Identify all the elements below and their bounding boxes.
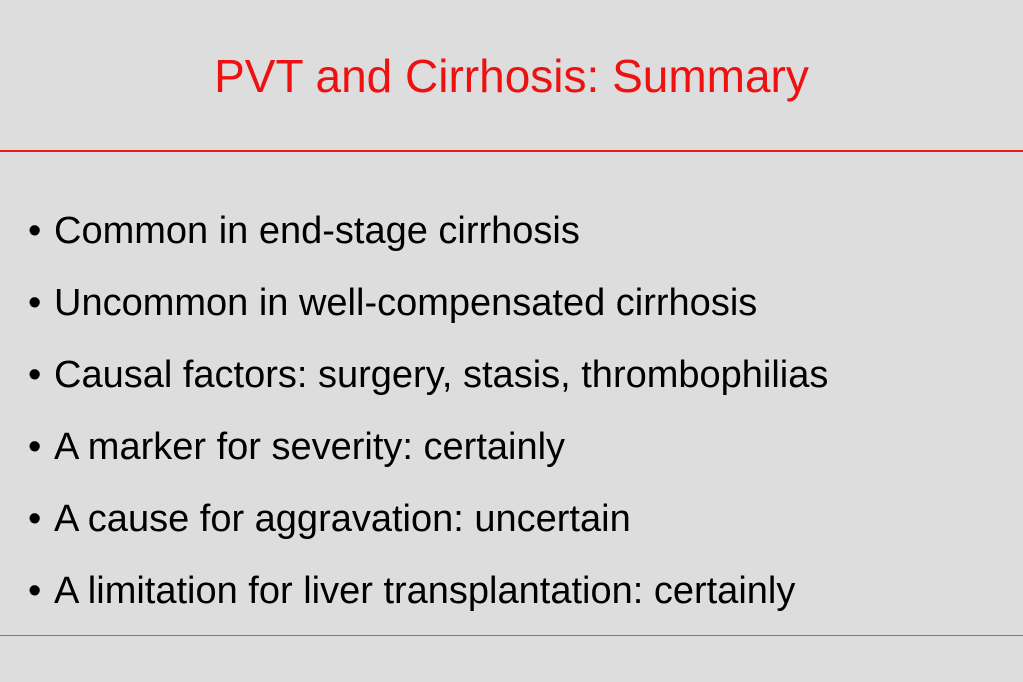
bullet-text: A limitation for liver transplantation: certainly — [54, 570, 796, 612]
bullet-item — [28, 411, 828, 483]
bullet-dot: • — [28, 354, 42, 396]
bullet-dot: • — [28, 282, 42, 324]
bullet-text: A cause for aggravation: uncertain — [54, 498, 631, 540]
bullet-text: Uncommon in well-compensated cirrhosis — [54, 282, 758, 324]
bullet-dot: • — [28, 426, 42, 468]
bullet-item — [28, 555, 828, 627]
bullet-dot: • — [28, 210, 42, 252]
bullet-list — [28, 195, 828, 627]
bullet-item — [28, 195, 828, 267]
bullet-text: Causal factors: surgery, stasis, thrombophilias — [54, 354, 829, 396]
slide-title: PVT and Cirrhosis: Summary — [214, 50, 809, 102]
footer-divider — [0, 635, 1023, 636]
bullet-dot: • — [28, 570, 42, 612]
bullet-text: A marker for severity: certainly — [54, 426, 566, 468]
bullet-text: Common in end-stage cirrhosis — [54, 210, 580, 252]
bullet-item — [28, 483, 828, 555]
bullet-item — [28, 339, 828, 411]
title-divider — [0, 150, 1023, 152]
bullet-item — [28, 267, 828, 339]
bullet-dot: • — [28, 498, 42, 540]
